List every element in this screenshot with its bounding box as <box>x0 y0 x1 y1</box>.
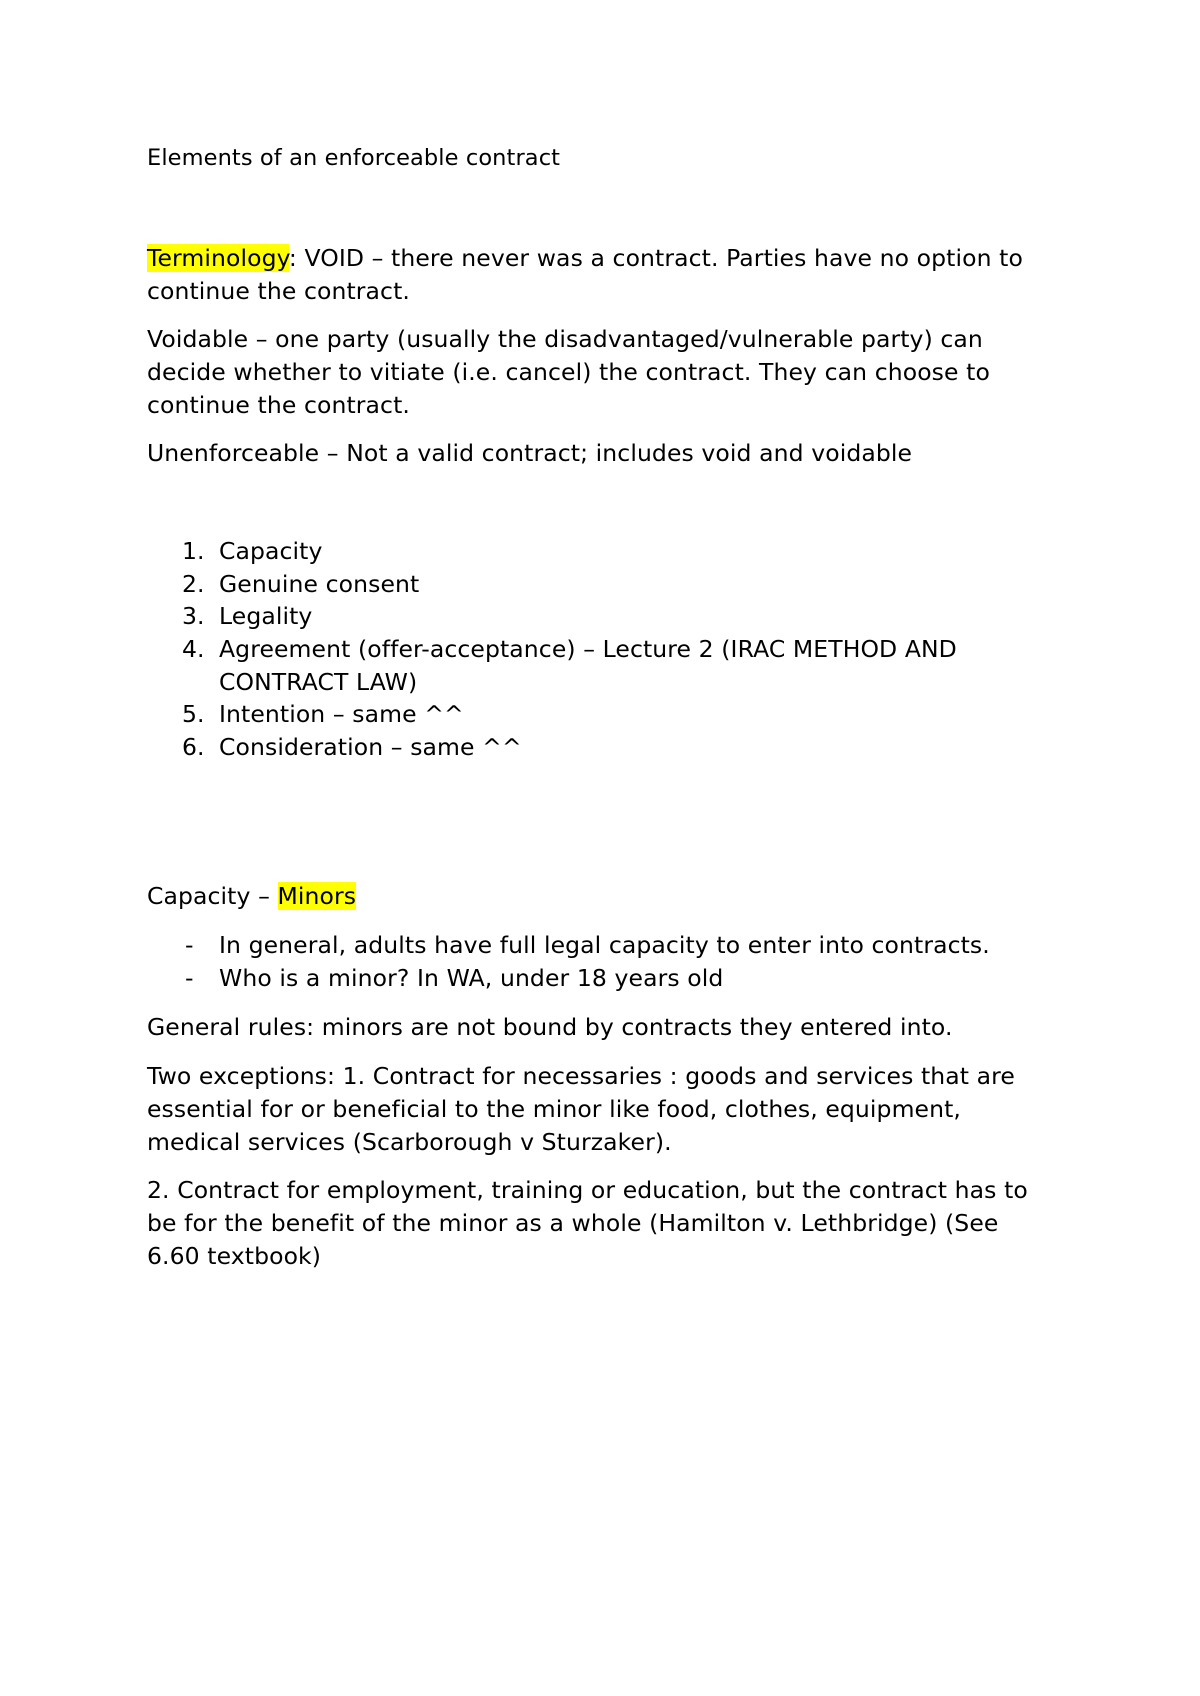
bullet-dash: - <box>185 931 194 959</box>
exception-2-paragraph <box>147 1174 1028 1273</box>
voidable-line-3: continue the contract. <box>147 391 410 419</box>
list-text: CONTRACT LAW) <box>219 668 418 696</box>
terminology-line-1 <box>147 242 1023 275</box>
exception-2-line-3: 6.60 textbook) <box>147 1242 322 1270</box>
list-number: 3. <box>182 602 205 630</box>
exceptions-paragraph <box>147 1060 1015 1159</box>
list-text: Consideration – same ^^ <box>219 733 522 761</box>
bullet-text: In general, adults have full legal capacity to enter into contracts. <box>219 931 990 959</box>
list-number: 2. <box>182 570 205 598</box>
list-number: 1. <box>182 537 205 565</box>
capacity-heading-prefix: Capacity – <box>147 882 278 910</box>
capacity-heading <box>147 880 356 913</box>
list-number: 6. <box>182 733 205 761</box>
exceptions-line-1: Two exceptions: 1. Contract for necessaries : goods and services that are <box>147 1062 1015 1090</box>
exception-2-line-1: 2. Contract for employment, training or education, but the contract has to <box>147 1176 1028 1204</box>
exceptions-line-2: essential for or beneficial to the minor like food, clothes, equipment, <box>147 1095 961 1123</box>
minors-highlight: Minors <box>277 882 357 910</box>
list-text: Legality <box>219 602 313 630</box>
terminology-line-2: continue the contract. <box>147 277 410 305</box>
bullet-text: Who is a minor? In WA, under 18 years old <box>219 964 724 992</box>
general-rules-paragraph: General rules: minors are not bound by contracts they entered into. <box>147 1013 953 1041</box>
list-text: Capacity <box>219 537 323 565</box>
list-number: 4. <box>182 635 205 663</box>
document-title: Elements of an enforceable contract <box>147 145 561 171</box>
terminology-highlight: Terminology <box>147 244 289 272</box>
list-text: Agreement (offer-acceptance) – Lecture 2 (IRAC METHOD AND <box>219 635 957 663</box>
list-text: Genuine consent <box>219 570 420 598</box>
bullet-dash: - <box>185 964 194 992</box>
terminology-definition: : VOID – there never was a contract. Parties have no option to <box>288 244 1023 272</box>
list-text: Intention – same ^^ <box>219 700 464 728</box>
voidable-line-2: decide whether to vitiate (i.e. cancel) the contract. They can choose to <box>147 358 990 386</box>
unenforceable-paragraph: Unenforceable – Not a valid contract; includes void and voidable <box>147 439 913 467</box>
terminology-paragraph <box>147 242 1023 308</box>
voidable-line-1: Voidable – one party (usually the disadvantaged/vulnerable party) can <box>147 325 983 353</box>
exception-2-line-2: be for the benefit of the minor as a whole (Hamilton v. Lethbridge) (See <box>147 1209 999 1237</box>
voidable-paragraph <box>147 323 990 422</box>
list-number: 5. <box>182 700 205 728</box>
exceptions-line-3: medical services (Scarborough v Sturzaker). <box>147 1128 672 1156</box>
